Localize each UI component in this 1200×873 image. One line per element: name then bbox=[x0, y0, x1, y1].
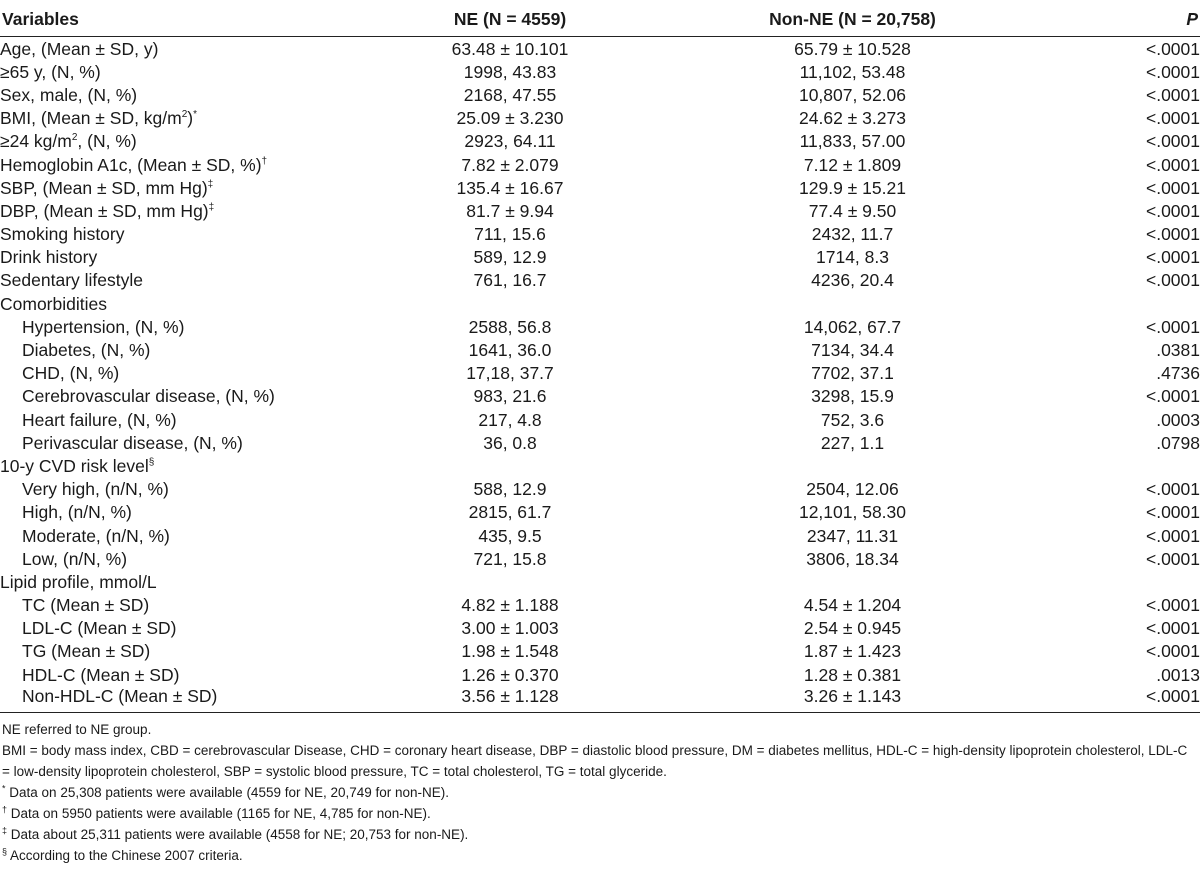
cell-ne: 63.48 ± 10.101 bbox=[451, 38, 569, 59]
table-row bbox=[0, 153, 1200, 176]
cell-p-value: <.0001 bbox=[1145, 595, 1200, 616]
table-row bbox=[0, 315, 1200, 338]
row-label-text: ≥24 kg/m bbox=[0, 131, 72, 152]
cell-p-value: <.0001 bbox=[1145, 479, 1200, 500]
row-label-text: Cerebrovascular disease, (N, %) bbox=[22, 386, 275, 407]
row-label-suffix: ) bbox=[187, 108, 194, 129]
cell-p-value: <.0001 bbox=[1145, 386, 1200, 407]
cell-ne: 25.09 ± 3.230 bbox=[456, 108, 564, 129]
cell-nonne: 10,807, 52.06 bbox=[798, 84, 907, 105]
note-abbreviations: BMI = body mass index, CBD = cerebrovascular Disease, CHD = coronary heart disease, DBP = diastolic blood pressure, DM = diabetes mellitus, HDL-C = high-density lipoprotein cholesterol, LDL-C = low-density lipoprotein cholesterol, SBP = systolic blood pressure, TC = total cholesterol, TG = total glyceride. bbox=[2, 743, 1188, 780]
cell-p-value: <.0001 bbox=[1145, 108, 1200, 129]
footnote-marker: † bbox=[261, 155, 268, 167]
table-row bbox=[0, 547, 1200, 570]
row-label bbox=[0, 570, 340, 593]
header-variables: Variables bbox=[0, 1, 340, 37]
table-row bbox=[0, 199, 1200, 222]
row-label bbox=[0, 292, 340, 315]
row-label-text: BMI, (Mean ± SD, kg/m bbox=[0, 108, 182, 129]
cell-p-value: <.0001 bbox=[1145, 548, 1200, 569]
cell-ne: 2168, 47.55 bbox=[463, 84, 557, 105]
footnote-3-mark: ‡ bbox=[2, 825, 8, 836]
footnote-3-text: Data about 25,311 patients were available (4558 for NE; 20,753 for non-NE). bbox=[10, 827, 469, 843]
footnote-marker: * bbox=[193, 109, 198, 121]
table-row bbox=[0, 524, 1200, 547]
row-label-text: 10-y CVD risk level bbox=[0, 455, 149, 476]
row-label bbox=[0, 640, 340, 663]
footnote-4-text: According to the Chinese 2007 criteria. bbox=[10, 848, 243, 864]
cell-p-value: .0013 bbox=[1156, 664, 1200, 685]
cell-p-value: <.0001 bbox=[1145, 84, 1200, 105]
unit-superscript: 2 bbox=[181, 109, 188, 121]
cell-ne: 217, 4.8 bbox=[478, 409, 542, 430]
cell-nonne: 3.26 ± 1.143 bbox=[680, 686, 1025, 713]
cell-nonne bbox=[680, 570, 1025, 593]
footnote-4 bbox=[2, 845, 1200, 866]
header-row bbox=[0, 1, 1200, 37]
table-row bbox=[0, 130, 1200, 153]
cell-ne: 7.82 ± 2.079 bbox=[461, 154, 559, 175]
cell-p-value: <.0001 bbox=[1145, 154, 1200, 175]
table-notes bbox=[0, 719, 1200, 866]
note-ne-ref: NE referred to NE group. bbox=[2, 722, 152, 738]
header-nonne: Non-NE (N = 20,758) bbox=[680, 1, 1025, 37]
row-label bbox=[0, 315, 340, 338]
table-row bbox=[0, 269, 1200, 292]
table-row bbox=[0, 478, 1200, 501]
footnote-1-text: Data on 25,308 patients were available (4559 for NE, 20,749 for non-NE). bbox=[9, 785, 450, 801]
row-label bbox=[0, 338, 340, 361]
cell-p-value: <.0001 bbox=[1145, 200, 1200, 221]
cell-nonne: 14,062, 67.7 bbox=[803, 316, 902, 337]
footnote-2-mark: † bbox=[2, 804, 8, 815]
cell-p-value: <.0001 bbox=[1025, 686, 1200, 713]
cell-p-value: <.0001 bbox=[1145, 177, 1200, 198]
row-label bbox=[0, 60, 340, 83]
row-label bbox=[0, 199, 340, 222]
table-row bbox=[0, 37, 1200, 61]
cell-ne: 588, 12.9 bbox=[473, 479, 547, 500]
table-row bbox=[0, 570, 1200, 593]
footnote-1-mark: * bbox=[2, 783, 6, 794]
cell-nonne: 3806, 18.34 bbox=[806, 548, 899, 569]
cell-ne: 17,18, 37.7 bbox=[466, 363, 554, 384]
cell-p-value: <.0001 bbox=[1145, 316, 1200, 337]
footnote-4-mark: § bbox=[2, 846, 8, 857]
row-label-text: Diabetes, (N, %) bbox=[22, 340, 151, 361]
cell-p-value: <.0001 bbox=[1145, 224, 1200, 245]
cell-p-value: <.0001 bbox=[1145, 641, 1200, 662]
cell-ne: 135.4 ± 16.67 bbox=[456, 177, 564, 198]
cell-nonne: 1.87 ± 1.423 bbox=[803, 641, 902, 662]
row-label-text: Smoking history bbox=[0, 224, 125, 245]
row-label-text: Non-HDL-C (Mean ± SD) bbox=[22, 686, 218, 707]
cell-ne: 3.56 ± 1.128 bbox=[340, 686, 680, 713]
row-label-text: High, (n/N, %) bbox=[22, 502, 132, 523]
cell-ne: 1.98 ± 1.548 bbox=[461, 641, 559, 662]
cell-p-value: <.0001 bbox=[1145, 61, 1200, 82]
cell-nonne bbox=[680, 454, 1025, 477]
row-label-suffix: , (N, %) bbox=[77, 131, 137, 152]
cell-ne: 81.7 ± 9.94 bbox=[466, 200, 554, 221]
row-label bbox=[0, 176, 340, 199]
cell-ne: 589, 12.9 bbox=[473, 247, 547, 268]
cell-p-value: .4736 bbox=[1156, 363, 1200, 384]
cell-ne: 4.82 ± 1.188 bbox=[461, 595, 559, 616]
cell-nonne: 11,102, 53.48 bbox=[799, 61, 906, 82]
row-label bbox=[0, 478, 340, 501]
table-row bbox=[0, 292, 1200, 315]
cell-p-value: <.0001 bbox=[1145, 502, 1200, 523]
cell-nonne: 24.62 ± 3.273 bbox=[799, 108, 906, 129]
row-label-text: Heart failure, (N, %) bbox=[22, 409, 177, 430]
row-label-text: Hypertension, (N, %) bbox=[22, 316, 185, 337]
cell-p-value: <.0001 bbox=[1145, 247, 1200, 268]
cell-p-value: <.0001 bbox=[1145, 618, 1200, 639]
table-row bbox=[0, 686, 1200, 713]
table-row bbox=[0, 385, 1200, 408]
row-label-text: LDL-C (Mean ± SD) bbox=[22, 618, 177, 639]
row-label bbox=[0, 37, 340, 61]
footnote-2 bbox=[2, 803, 1200, 824]
table-row bbox=[0, 408, 1200, 431]
table-row bbox=[0, 246, 1200, 269]
row-label-text: CHD, (N, %) bbox=[22, 363, 120, 384]
cell-nonne: 2432, 11.7 bbox=[811, 224, 894, 245]
cell-ne: 1641, 36.0 bbox=[468, 340, 552, 361]
row-label-text: Hemoglobin A1c, (Mean ± SD, %) bbox=[0, 154, 262, 175]
table-row bbox=[0, 617, 1200, 640]
table-row bbox=[0, 60, 1200, 83]
cell-nonne: 65.79 ± 10.528 bbox=[794, 38, 911, 59]
row-label-text: Low, (n/N, %) bbox=[22, 548, 128, 569]
cell-nonne: 7.12 ± 1.809 bbox=[803, 154, 902, 175]
row-label bbox=[0, 153, 340, 176]
table-row bbox=[0, 83, 1200, 106]
cell-nonne: 12,101, 58.30 bbox=[798, 502, 907, 523]
row-label bbox=[0, 130, 340, 153]
row-label-text: TC (Mean ± SD) bbox=[22, 595, 150, 616]
cell-ne bbox=[340, 292, 680, 315]
cell-p-value: <.0001 bbox=[1145, 525, 1200, 546]
cell-ne bbox=[340, 570, 680, 593]
cell-nonne: 7702, 37.1 bbox=[811, 363, 894, 384]
row-label-text: Moderate, (n/N, %) bbox=[22, 525, 170, 546]
cell-ne: 711, 15.6 bbox=[474, 224, 546, 245]
table-row bbox=[0, 223, 1200, 246]
table-row bbox=[0, 594, 1200, 617]
cell-nonne: 2504, 12.06 bbox=[806, 479, 899, 500]
cell-p-value bbox=[1025, 570, 1200, 593]
table-row bbox=[0, 454, 1200, 477]
row-label bbox=[0, 269, 340, 292]
row-label bbox=[0, 83, 340, 106]
cell-p-value: <.0001 bbox=[1145, 38, 1200, 59]
table-row bbox=[0, 640, 1200, 663]
cell-p-value bbox=[1025, 454, 1200, 477]
cell-nonne: 1.28 ± 0.381 bbox=[803, 664, 902, 685]
unit-superscript: 2 bbox=[71, 132, 78, 144]
table-row bbox=[0, 501, 1200, 524]
footnote-marker: ‡ bbox=[207, 178, 214, 190]
footnote-marker: ‡ bbox=[208, 202, 215, 214]
row-label-text: HDL-C (Mean ± SD) bbox=[22, 664, 180, 685]
row-label-text: Perivascular disease, (N, %) bbox=[22, 432, 243, 453]
cell-p-value: <.0001 bbox=[1145, 131, 1200, 152]
cell-nonne: 4236, 20.4 bbox=[811, 270, 894, 291]
cell-nonne: 7134, 34.4 bbox=[811, 340, 894, 361]
row-label-text: Sedentary lifestyle bbox=[0, 270, 143, 291]
footnote-1 bbox=[2, 782, 1200, 803]
cell-ne: 36, 0.8 bbox=[483, 432, 537, 453]
cell-nonne: 4.54 ± 1.204 bbox=[803, 595, 902, 616]
row-label bbox=[0, 431, 340, 454]
row-label bbox=[0, 524, 340, 547]
table-row bbox=[0, 431, 1200, 454]
cell-nonne: 11,833, 57.00 bbox=[799, 131, 906, 152]
cell-ne: 2588, 56.8 bbox=[468, 316, 552, 337]
cell-nonne: 752, 3.6 bbox=[820, 409, 885, 430]
row-label bbox=[0, 686, 340, 713]
cell-ne: 435, 9.5 bbox=[478, 525, 542, 546]
row-label-text: Comorbidities bbox=[0, 293, 107, 314]
footnote-3 bbox=[2, 824, 1200, 845]
footnote-marker: § bbox=[148, 457, 155, 469]
row-label-text: ≥65 y, (N, %) bbox=[0, 61, 101, 82]
row-label-text: Lipid profile, mmol/L bbox=[0, 571, 157, 592]
cell-nonne: 77.4 ± 9.50 bbox=[808, 200, 897, 221]
row-label bbox=[0, 454, 340, 477]
cell-ne: 2815, 61.7 bbox=[468, 502, 552, 523]
footnote-2-text: Data on 5950 patients were available (1165 for NE, 4,785 for non-NE). bbox=[10, 806, 431, 822]
cell-p-value: .0003 bbox=[1156, 409, 1200, 430]
header-p: P bbox=[1025, 1, 1200, 37]
row-label-text: Sex, male, (N, %) bbox=[0, 84, 138, 105]
cell-ne: 761, 16.7 bbox=[473, 270, 547, 291]
row-label bbox=[0, 501, 340, 524]
row-label bbox=[0, 547, 340, 570]
row-label-text: TG (Mean ± SD) bbox=[22, 641, 151, 662]
table-row bbox=[0, 176, 1200, 199]
cell-nonne: 129.9 ± 15.21 bbox=[799, 177, 906, 198]
cell-nonne: 2.54 ± 0.945 bbox=[803, 618, 902, 639]
cell-nonne: 227, 1.1 bbox=[820, 432, 885, 453]
cell-p-value bbox=[1025, 292, 1200, 315]
cell-ne: 983, 21.6 bbox=[473, 386, 547, 407]
cell-ne: 2923, 64.11 bbox=[464, 131, 556, 152]
row-label bbox=[0, 663, 340, 686]
table-row bbox=[0, 107, 1200, 130]
table-body bbox=[0, 37, 1200, 713]
row-label bbox=[0, 223, 340, 246]
row-label-text: Very high, (n/N, %) bbox=[22, 479, 169, 500]
row-label bbox=[0, 107, 340, 130]
cell-ne: 721, 15.8 bbox=[473, 548, 547, 569]
cell-nonne: 3298, 15.9 bbox=[811, 386, 894, 407]
row-label bbox=[0, 594, 340, 617]
cell-ne: 1.26 ± 0.370 bbox=[461, 664, 559, 685]
row-label bbox=[0, 385, 340, 408]
row-label-text: DBP, (Mean ± SD, mm Hg) bbox=[0, 200, 209, 221]
row-label-text: SBP, (Mean ± SD, mm Hg) bbox=[0, 177, 208, 198]
cell-ne bbox=[340, 454, 680, 477]
header-ne: NE (N = 4559) bbox=[340, 1, 680, 37]
table-row bbox=[0, 362, 1200, 385]
cell-nonne: 2347, 11.31 bbox=[806, 525, 899, 546]
table-row bbox=[0, 663, 1200, 686]
cell-nonne: 1714, 8.3 bbox=[816, 247, 889, 268]
row-label bbox=[0, 362, 340, 385]
cell-nonne bbox=[680, 292, 1025, 315]
row-label-text: Drink history bbox=[0, 247, 98, 268]
cell-ne: 3.00 ± 1.003 bbox=[461, 618, 559, 639]
row-label bbox=[0, 408, 340, 431]
cell-p-value: .0381 bbox=[1156, 340, 1200, 361]
row-label bbox=[0, 617, 340, 640]
cell-p-value: <.0001 bbox=[1145, 270, 1200, 291]
cell-ne: 1998, 43.83 bbox=[463, 61, 557, 82]
row-label bbox=[0, 246, 340, 269]
row-label-text: Age, (Mean ± SD, y) bbox=[0, 38, 159, 59]
cell-p-value: .0798 bbox=[1156, 432, 1200, 453]
table-row bbox=[0, 338, 1200, 361]
